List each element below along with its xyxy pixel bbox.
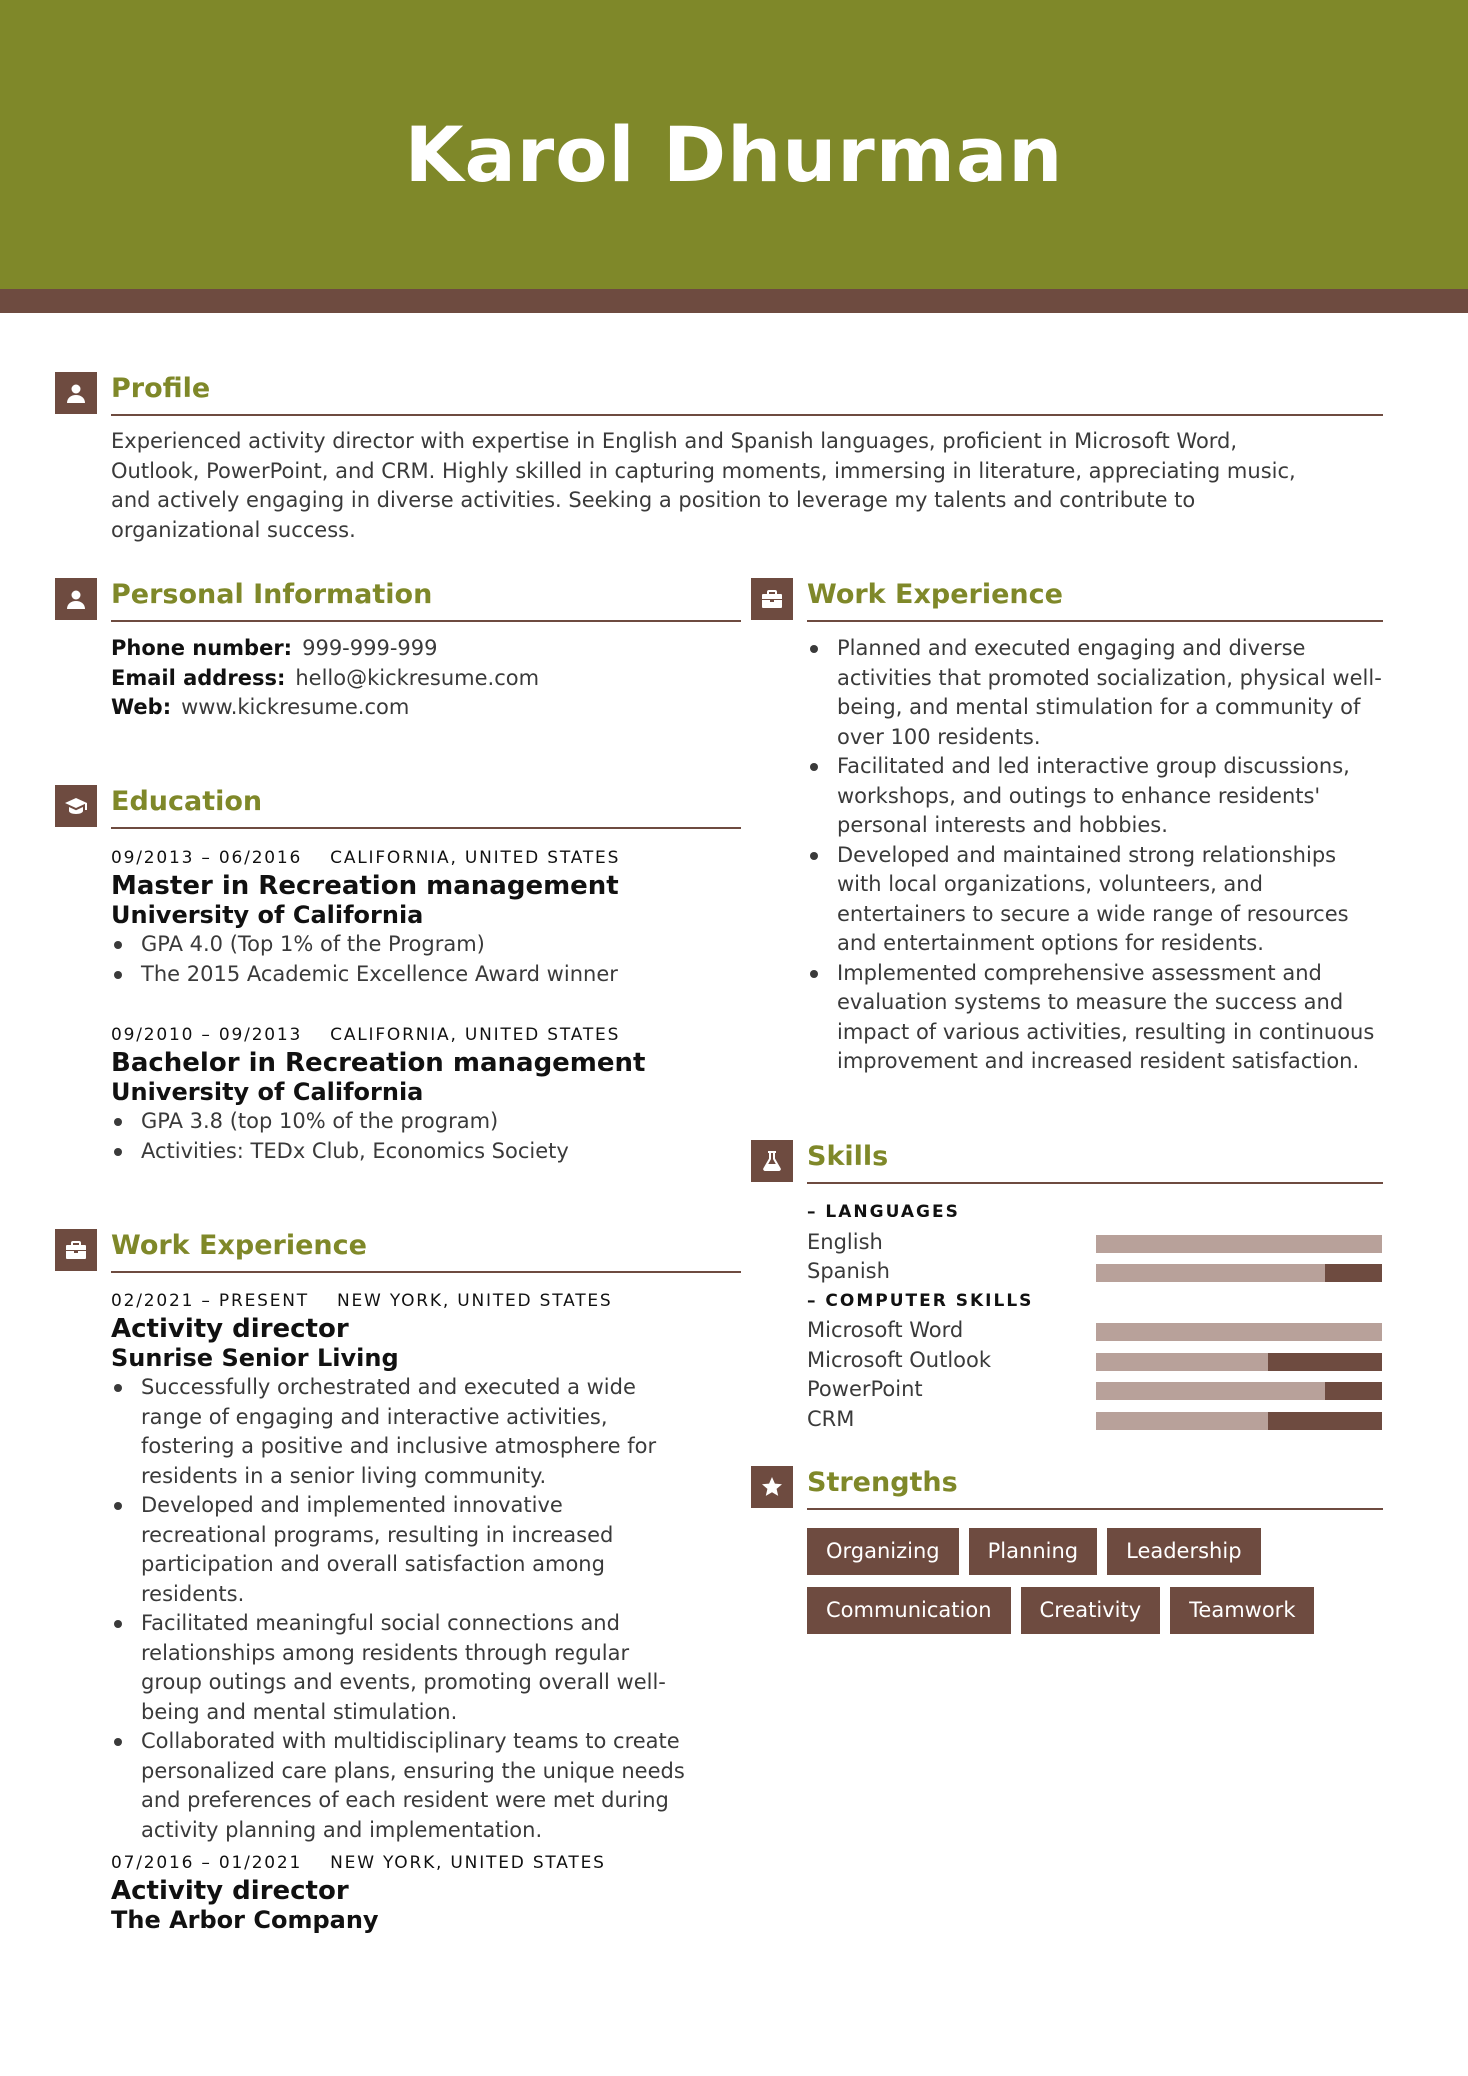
entry-location: CALIFORNIA, UNITED STATES (330, 848, 621, 868)
personal-info-list (111, 634, 681, 723)
work-experience-section-header (55, 1229, 685, 1273)
entry-dates: 09/2010 – 09/2013 (111, 1025, 303, 1045)
list-item: Facilitated meaningful social connections and relationships among residents through regular group outings and events, promoting overall well-being and mental stimulation. (111, 1609, 691, 1727)
candidate-name: Karol Dhurman (404, 110, 1064, 199)
skill-name: Microsoft Outlook (807, 1347, 992, 1372)
info-row-phone (111, 634, 681, 664)
skill-row (807, 1346, 1382, 1376)
work-entry-continued (807, 634, 1387, 1077)
strength-tag: Leadership (1107, 1528, 1260, 1575)
entry-location: NEW YORK, UNITED STATES (330, 1853, 606, 1873)
work-experience-continued-section-header (751, 578, 1383, 622)
list-item: GPA 4.0 (Top 1% of the Program) (111, 930, 691, 960)
skill-row (807, 1316, 1382, 1346)
list-item: Developed and maintained strong relationships with local organizations, volunteers, and entertainers to secure a wide range of resources and entertainment options for residents. (807, 841, 1387, 959)
entry-meta (111, 1850, 691, 1876)
info-value: www.kickresume.com (181, 695, 410, 719)
work-entry (111, 1288, 691, 1845)
list-item: Activities: TEDx Club, Economics Society (111, 1137, 691, 1167)
skill-level-fill (1096, 1235, 1382, 1253)
tag-row (807, 1587, 1387, 1634)
entry-dates: 07/2016 – 01/2021 (111, 1853, 303, 1873)
section-rule (807, 1508, 1383, 1510)
strength-tag: Communication (807, 1587, 1011, 1634)
star-icon (751, 1466, 793, 1508)
info-label: Web: (111, 695, 172, 719)
skill-name: CRM (807, 1406, 855, 1431)
entry-company: The Arbor Company (111, 1906, 379, 1934)
entry-dates: 02/2021 – PRESENT (111, 1291, 309, 1311)
info-row-web (111, 693, 681, 723)
skill-row (807, 1405, 1382, 1435)
section-title-profile: Profile (111, 373, 211, 404)
skills-section-header (751, 1140, 1383, 1184)
entry-meta (111, 845, 691, 871)
tag-row (807, 1528, 1387, 1575)
education-section-header (55, 785, 685, 829)
skill-level-fill (1096, 1264, 1325, 1282)
skill-level-fill (1096, 1353, 1268, 1371)
skill-row (807, 1375, 1382, 1405)
list-item: Developed and implemented innovative recreational programs, resulting in increased participation and overall satisfaction among residents. (111, 1491, 691, 1609)
entry-role: Activity director (111, 1314, 349, 1344)
flask-icon (751, 1140, 793, 1182)
section-rule (111, 620, 741, 622)
skill-level-bar (1096, 1382, 1382, 1400)
section-rule (111, 414, 1383, 416)
section-rule (807, 620, 1383, 622)
section-title-education: Education (111, 786, 263, 817)
entry-degree: Master in Recreation management (111, 871, 619, 901)
skill-level-fill (1096, 1382, 1325, 1400)
skill-category: – LANGUAGES (807, 1202, 960, 1222)
info-value: hello@kickresume.com (295, 665, 540, 690)
entry-meta (111, 1288, 691, 1314)
skills-list (807, 1198, 1382, 1434)
person-icon (55, 372, 97, 414)
section-rule (111, 827, 741, 829)
skill-level-fill (1096, 1412, 1268, 1430)
info-row-email (111, 664, 681, 694)
skill-level-bar (1096, 1323, 1382, 1341)
work-entry (111, 1850, 691, 1935)
list-item: Facilitated and led interactive group discussions, workshops, and outings to enhance residents' personal interests and hobbies. (807, 752, 1387, 841)
entry-dates: 09/2013 – 06/2016 (111, 848, 303, 868)
section-title-work-experience: Work Experience (807, 579, 1063, 610)
entry-bullets (111, 1107, 691, 1166)
section-title-skills: Skills (807, 1141, 889, 1172)
entry-bullets (111, 930, 691, 989)
section-rule (111, 1271, 741, 1273)
strength-tag: Planning (969, 1528, 1097, 1575)
list-item: Collaborated with multidisciplinary teams to create personalized care plans, ensuring the unique needs and preferences of each resident were met during activity planning and implementation. (111, 1727, 691, 1845)
entry-degree: Bachelor in Recreation management (111, 1048, 646, 1078)
skill-level-fill (1096, 1323, 1382, 1341)
entry-school: University of California (111, 901, 424, 929)
list-item: Successfully orchestrated and executed a wide range of engaging and interactive activities, fostering a positive and inclusive atmosphere for residents in a senior living community. (111, 1373, 691, 1491)
entry-role: Activity director (111, 1876, 349, 1906)
header-accent-band (0, 289, 1468, 313)
briefcase-icon (55, 1229, 97, 1271)
entry-location: NEW YORK, UNITED STATES (336, 1291, 613, 1311)
skill-level-bar (1096, 1353, 1382, 1371)
skill-row (807, 1257, 1382, 1287)
profile-section-header (55, 372, 1383, 416)
skill-category: – COMPUTER SKILLS (807, 1290, 1034, 1311)
info-label: Phone number: (111, 636, 293, 660)
skill-name: Microsoft Word (807, 1318, 964, 1342)
info-label: Email address: (111, 665, 286, 690)
section-title-personal-info: Personal Information (111, 579, 433, 610)
skill-level-bar (1096, 1235, 1382, 1253)
graduation-cap-icon (55, 785, 97, 827)
education-entry (111, 845, 691, 989)
skill-row (807, 1228, 1382, 1258)
briefcase-icon (751, 578, 793, 620)
list-item: The 2015 Academic Excellence Award winner (111, 960, 691, 990)
section-title-work-experience: Work Experience (111, 1230, 367, 1261)
entry-bullets (807, 634, 1387, 1077)
info-value: 999-999-999 (302, 636, 438, 660)
section-rule (807, 1182, 1383, 1184)
section-title-strengths: Strengths (807, 1467, 958, 1498)
entry-bullets (111, 1373, 691, 1845)
entry-school: University of California (111, 1078, 424, 1106)
skill-level-bar (1096, 1264, 1382, 1282)
entry-meta (111, 1022, 691, 1048)
strength-tag: Teamwork (1170, 1587, 1314, 1634)
skill-name: Spanish (807, 1259, 890, 1283)
strength-tag: Creativity (1021, 1587, 1161, 1634)
list-item: GPA 3.8 (top 10% of the program) (111, 1107, 691, 1137)
profile-summary: Experienced activity director with expertise in English and Spanish languages, proficient in Microsoft Word, Outlook, PowerPoint, and CRM. Highly skilled in capturing moments, immersing in literature, appreciating music, and actively engaging in diverse activities. Seeking a position to leverage my talents and contribute to organizational success. (111, 429, 1296, 542)
strengths-tags (807, 1528, 1387, 1646)
list-item: Implemented comprehensive assessment and evaluation systems to measure the success and impact of various activities, resulting in continuous improvement and increased resident satisfaction. (807, 959, 1387, 1077)
header-banner (0, 0, 1468, 289)
strengths-section-header (751, 1466, 1383, 1510)
entry-location: CALIFORNIA, UNITED STATES (330, 1025, 621, 1045)
entry-company: Sunrise Senior Living (111, 1344, 399, 1372)
strength-tag: Organizing (807, 1528, 959, 1575)
list-item: Planned and executed engaging and diverse activities that promoted socialization, physical well-being, and mental stimulation for a community of over 100 residents. (807, 634, 1387, 752)
skill-name: PowerPoint (807, 1377, 923, 1401)
skill-level-bar (1096, 1412, 1382, 1430)
education-entry (111, 1022, 691, 1166)
person-icon (55, 578, 97, 620)
personal-info-section-header (55, 578, 685, 622)
skill-name: English (807, 1229, 883, 1254)
